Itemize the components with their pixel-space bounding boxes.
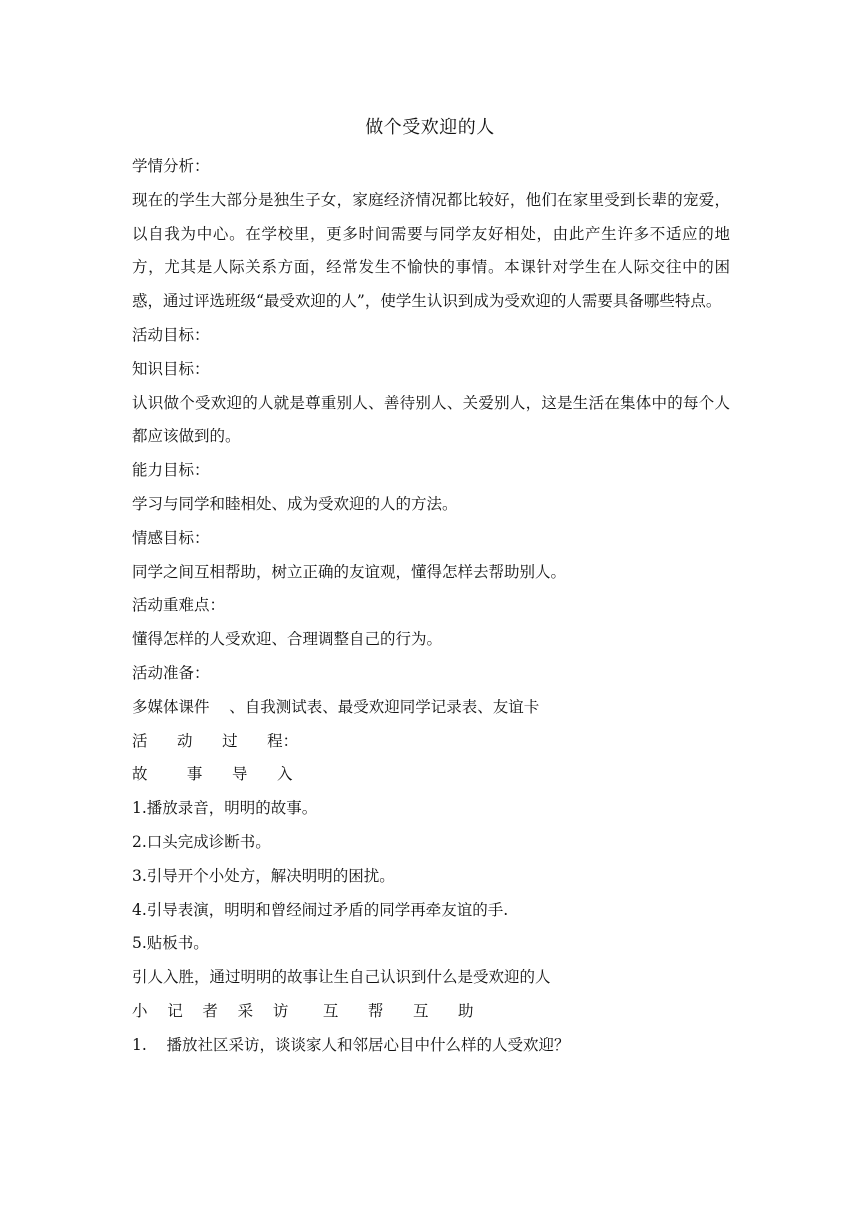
list-item-5: 5.贴板书。: [132, 934, 209, 953]
section-heading-emotional-goals: 情感目标：: [132, 528, 210, 547]
text-emotional-goals: 同学之间互相帮助，树立正确的友谊观，懂得怎样去帮助别人。: [132, 562, 567, 581]
paragraph-knowledge-goals: 认识做个受欢迎的人就是尊重别人、善待别人、关爱别人，这是生活在集体中的每个人都应该做到的。: [132, 393, 730, 446]
list-item-2: 2.口头完成诊断书。: [132, 832, 271, 851]
list-item-1: 1.播放录音，明明的故事。: [132, 799, 318, 818]
list-item-4: 4.引导表演，明明和曾经闹过矛盾的同学再牵友谊的手.: [132, 900, 509, 919]
subheading-story-intro: 故 事 导 入: [132, 765, 293, 784]
document-body: [132, 150, 730, 1063]
text-ability-goals: 学习与同学和睦相处、成为受欢迎的人的方法。: [132, 494, 458, 513]
list-item-interview-1: 1. 播放社区采访，谈谈家人和邻居心目中什么样的人受欢迎？: [132, 1035, 570, 1054]
document-title: 做个受欢迎的人: [365, 117, 495, 138]
text-story-summary: 引人入胜，通过明明的故事让生自己认识到什么是受欢迎的人: [132, 968, 551, 987]
section-heading-activity-goals: 活动目标：: [132, 325, 210, 344]
text-key-points: 懂得怎样的人受欢迎、合理调整自己的行为。: [132, 630, 443, 649]
section-heading-activity-process: 活 动 过 程：: [132, 731, 299, 750]
section-heading-knowledge-goals: 知识目标：: [132, 359, 210, 378]
text-preparation: 多媒体课件 、自我测试表、最受欢迎同学记录表、友谊卡: [132, 697, 540, 716]
section-heading-preparation: 活动准备：: [132, 663, 210, 682]
subheading-reporter-interview: 小 记 者 采 访 互 帮 互 助: [132, 1001, 474, 1020]
section-heading-ability-goals: 能力目标：: [132, 461, 210, 480]
paragraph-student-analysis: 现在的学生大部分是独生子女，家庭经济情况都比较好，他们在家里受到长辈的宠爱，以自我为中心。在学校里，更多时间需要与同学友好相处，由此产生许多不适应的地方，尤其是人际关系方面，经常发生不愉快的事情。本课针对学生在人际交往中的困惑，通过评选班级“最受欢迎的人”，使学生认识到成为受欢迎的人需要具备哪些特点。: [132, 190, 730, 311]
section-heading-student-analysis: 学情分析：: [132, 157, 210, 175]
list-item-3: 3.引导开个小处方，解决明明的困扰。: [132, 866, 395, 885]
section-heading-key-points: 活动重难点：: [132, 596, 226, 615]
